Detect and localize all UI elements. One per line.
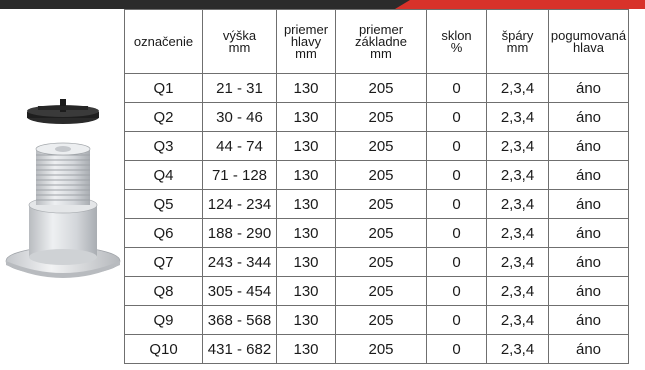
table-row (125, 248, 629, 277)
cell-sklon: 0 (427, 306, 487, 335)
cell-vyska: 188 - 290 (203, 219, 277, 248)
table-row (125, 74, 629, 103)
cell-vyska: 431 - 682 (203, 335, 277, 364)
cell-priemer-hlavy: 130 (277, 219, 336, 248)
cell-vyska: 243 - 344 (203, 248, 277, 277)
cell-sklon: 0 (427, 335, 487, 364)
cell-sklon: 0 (427, 161, 487, 190)
cell-sklon: 0 (427, 277, 487, 306)
cell-pogumovana-hlava: áno (549, 277, 629, 306)
cell-priemer-hlavy: 130 (277, 132, 336, 161)
cell-oznacenie: Q3 (125, 132, 203, 161)
spec-table (124, 9, 629, 364)
cell-pogumovana-hlava: áno (549, 306, 629, 335)
cell-priemer-zakladne: 205 (336, 306, 427, 335)
cell-vyska: 368 - 568 (203, 306, 277, 335)
cell-spary: 2,3,4 (487, 132, 549, 161)
cell-oznacenie: Q1 (125, 74, 203, 103)
cell-vyska: 30 - 46 (203, 103, 277, 132)
table-row (125, 190, 629, 219)
cell-priemer-hlavy: 130 (277, 277, 336, 306)
cell-vyska: 71 - 128 (203, 161, 277, 190)
cell-oznacenie: Q5 (125, 190, 203, 219)
cell-oznacenie: Q9 (125, 306, 203, 335)
cell-sklon: 0 (427, 219, 487, 248)
cell-oznacenie: Q7 (125, 248, 203, 277)
cell-oznacenie: Q2 (125, 103, 203, 132)
cell-spary: 2,3,4 (487, 103, 549, 132)
cell-spary: 2,3,4 (487, 277, 549, 306)
cell-pogumovana-hlava: áno (549, 132, 629, 161)
cell-spary: 2,3,4 (487, 306, 549, 335)
header-oznacenie: označenie (125, 10, 203, 74)
header-sklon: sklon % (427, 10, 487, 74)
cell-priemer-zakladne: 205 (336, 132, 427, 161)
table-row (125, 161, 629, 190)
table-row (125, 335, 629, 364)
header-priemer-zakladne: priemer základne mm (336, 10, 427, 74)
cell-priemer-hlavy: 130 (277, 248, 336, 277)
cell-pogumovana-hlava: áno (549, 103, 629, 132)
header-vyska: výška mm (203, 10, 277, 74)
cell-oznacenie: Q8 (125, 277, 203, 306)
table-row (125, 219, 629, 248)
header-accent-stripe (395, 0, 645, 9)
cell-priemer-zakladne: 205 (336, 74, 427, 103)
cell-sklon: 0 (427, 190, 487, 219)
table-header-row (125, 10, 629, 74)
cell-priemer-hlavy: 130 (277, 161, 336, 190)
cell-priemer-zakladne: 205 (336, 277, 427, 306)
cell-spary: 2,3,4 (487, 161, 549, 190)
cell-priemer-zakladne: 205 (336, 190, 427, 219)
cell-spary: 2,3,4 (487, 190, 549, 219)
cell-priemer-hlavy: 130 (277, 306, 336, 335)
cell-priemer-zakladne: 205 (336, 219, 427, 248)
cell-sklon: 0 (427, 103, 487, 132)
cell-spary: 2,3,4 (487, 219, 549, 248)
cell-priemer-hlavy: 130 (277, 190, 336, 219)
header-pogumovana-hlava: pogumovaná hlava (549, 10, 629, 74)
cell-oznacenie: Q6 (125, 219, 203, 248)
table-row (125, 306, 629, 335)
cell-pogumovana-hlava: áno (549, 219, 629, 248)
cell-vyska: 124 - 234 (203, 190, 277, 219)
cell-sklon: 0 (427, 248, 487, 277)
cell-spary: 2,3,4 (487, 248, 549, 277)
cell-priemer-hlavy: 130 (277, 74, 336, 103)
cell-spary: 2,3,4 (487, 335, 549, 364)
table-row (125, 132, 629, 161)
product-image-cell (0, 9, 124, 370)
cell-priemer-zakladne: 205 (336, 248, 427, 277)
cell-vyska: 305 - 454 (203, 277, 277, 306)
cell-priemer-zakladne: 205 (336, 335, 427, 364)
cell-pogumovana-hlava: áno (549, 190, 629, 219)
cell-pogumovana-hlava: áno (549, 74, 629, 103)
cell-oznacenie: Q4 (125, 161, 203, 190)
table-row (125, 103, 629, 132)
header-spary: špáry mm (487, 10, 549, 74)
cell-priemer-zakladne: 205 (336, 161, 427, 190)
cell-pogumovana-hlava: áno (549, 248, 629, 277)
cell-priemer-hlavy: 130 (277, 335, 336, 364)
cell-sklon: 0 (427, 74, 487, 103)
cell-priemer-hlavy: 130 (277, 103, 336, 132)
cell-vyska: 21 - 31 (203, 74, 277, 103)
cell-spary: 2,3,4 (487, 74, 549, 103)
cell-sklon: 0 (427, 132, 487, 161)
cell-pogumovana-hlava: áno (549, 161, 629, 190)
table-row (125, 277, 629, 306)
cell-oznacenie: Q10 (125, 335, 203, 364)
cell-priemer-zakladne: 205 (336, 103, 427, 132)
pedestal-support-icon (0, 9, 124, 370)
cell-pogumovana-hlava: áno (549, 335, 629, 364)
header-priemer-hlavy: priemer hlavy mm (277, 10, 336, 74)
header-bar (0, 0, 645, 9)
cell-vyska: 44 - 74 (203, 132, 277, 161)
